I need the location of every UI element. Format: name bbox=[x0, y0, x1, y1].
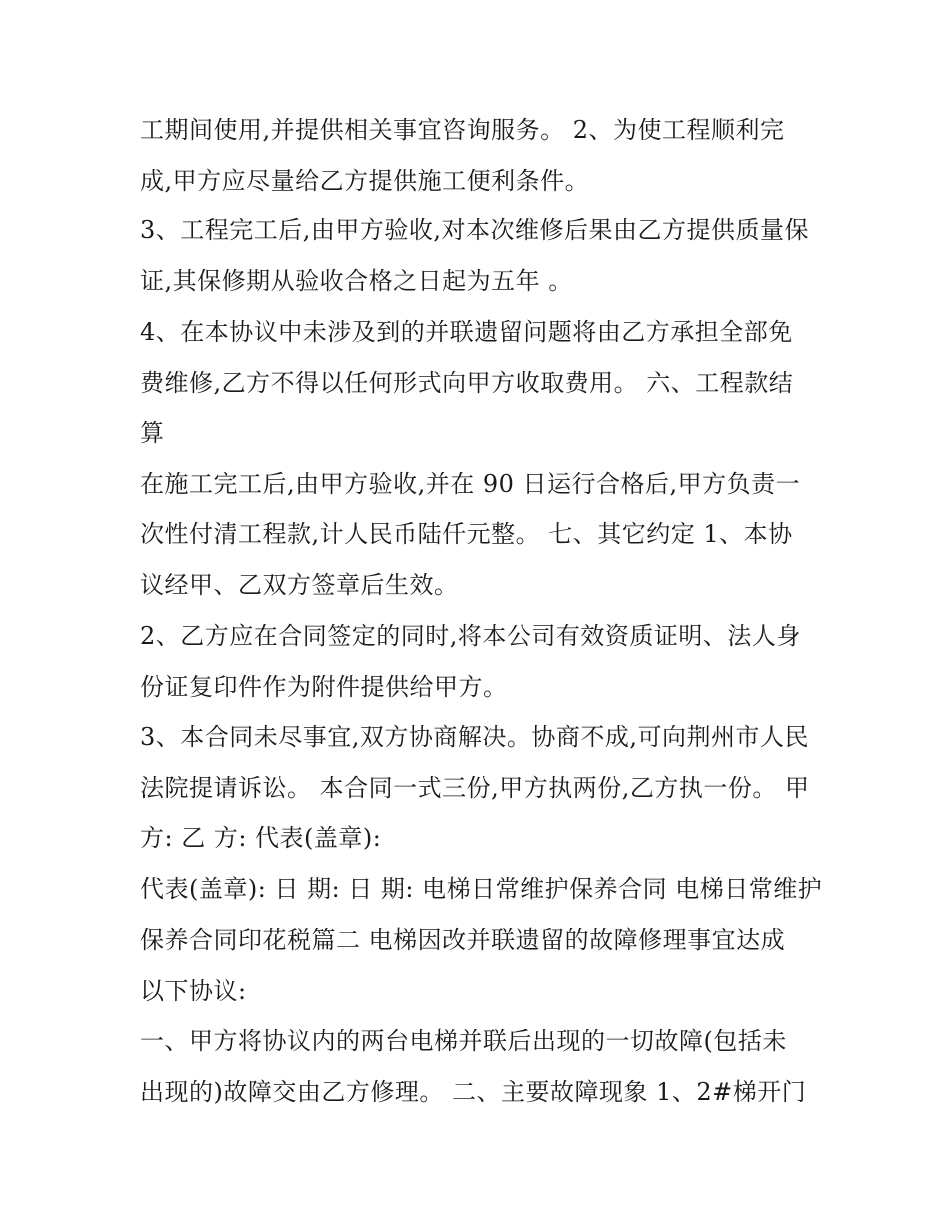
text-line: 工期间使用,并提供相关事宜咨询服务。 2、为使工程顺利完 bbox=[140, 116, 785, 144]
text-line: 证,其保修期从验收合格之日起为五年 。 bbox=[140, 267, 573, 295]
text-line: 代表(盖章): 日 期: 日 期: 电梯日常维护保养合同 电梯日常维护 bbox=[140, 875, 823, 903]
text-line: 成,甲方应尽量给乙方提供施工便利条件。 bbox=[140, 167, 590, 195]
text-line: 费维修,乙方不得以任何形式向甲方收取费用。 六、工程款结 bbox=[140, 369, 794, 397]
text-line: 以下协议: bbox=[140, 977, 247, 1005]
text-line: 保养合同印花税篇二 电梯因改并联遗留的故障修理事宜达成 bbox=[140, 926, 786, 954]
text-line: 方: 乙 方: 代表(盖章): bbox=[140, 824, 382, 852]
text-line: 2、乙方应在合同签定的同时,将本公司有效资质证明、法人身 bbox=[140, 622, 801, 650]
text-line: 3、本合同未尽事宜,双方协商解决。协商不成,可向荆州市人民 bbox=[140, 723, 810, 751]
text-line: 3、工程完工后,由甲方验收,对本次维修后果由乙方提供质量保 bbox=[140, 216, 810, 244]
text-line: 次性付清工程款,计人民币陆仟元整。 七、其它约定 1、本协 bbox=[140, 520, 793, 548]
text-line: 算 bbox=[140, 419, 165, 447]
text-line: 出现的)故障交由乙方修理。 二、主要故障现象 1、2#梯开门 bbox=[140, 1078, 807, 1106]
text-line: 份证复印件作为附件提供给甲方。 bbox=[140, 673, 508, 701]
text-line: 在施工完工后,由甲方验收,并在 90 日运行合格后,甲方负责一 bbox=[140, 470, 801, 498]
text-line: 4、在本协议中未涉及到的并联遗留问题将由乙方承担全部免 bbox=[140, 318, 793, 346]
text-line: 议经甲、乙双方签章后生效。 bbox=[140, 571, 459, 599]
text-line: 一、甲方将协议内的两台电梯并联后出现的一切故障(包括未 bbox=[140, 1027, 787, 1055]
text-line: 法院提请诉讼。 本合同一式三份,甲方执两份,乙方执一份。 甲 bbox=[140, 774, 810, 802]
